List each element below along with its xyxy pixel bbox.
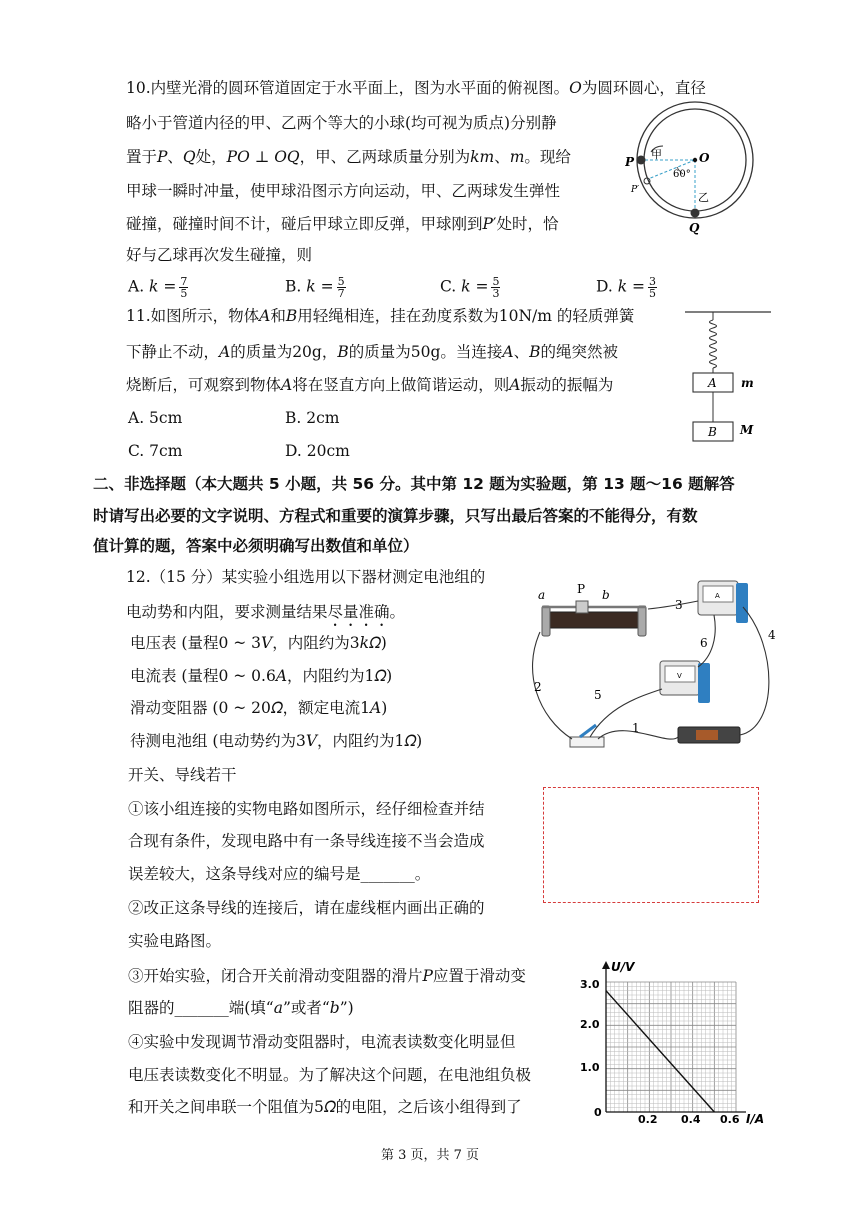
q12-intro-line-1: 12.（15 分）某实验小组选用以下器材测定电池组的 bbox=[126, 568, 486, 586]
switch bbox=[570, 725, 604, 747]
q11-line-3: 烧断后，可观察到物体𝐴将在竖直方向上做简谐运动，则𝐴振动的振幅为 bbox=[126, 376, 614, 394]
graph-y-label: U/V bbox=[611, 960, 635, 974]
q12-equipment-rheostat: 滑动变阻器 (0 ~ 20𝛺，额定电流1𝐴) bbox=[130, 699, 388, 717]
q10-option-a: A. 𝑘 = $\frac{7}{5}$ bbox=[128, 275, 188, 300]
circuit-label-b: b bbox=[602, 588, 610, 602]
q12-step-4-line-2: 电压表读数变化不明显。为了解决这个问题，在电池组负极 bbox=[128, 1066, 532, 1084]
q11-fig-label-a: A bbox=[708, 376, 717, 390]
q10-option-b: B. 𝑘 = $\frac{5}{7}$ bbox=[285, 275, 345, 300]
svg-text:A: A bbox=[715, 592, 720, 600]
page-footer: 第 3 页，共 7 页 bbox=[380, 1148, 480, 1163]
q12-equipment-misc: 开关、导线若干 bbox=[128, 766, 237, 784]
q11-fig-label-m: m bbox=[741, 376, 754, 390]
q12-step-2-line-2: 实验电路图。 bbox=[128, 932, 222, 950]
q10-fig-label-q: Q bbox=[689, 221, 700, 235]
q10-line-1: 10.内壁光滑的圆环管道固定于水平面上，图为水平面的俯视图。𝑂为圆环圆心，直径 bbox=[126, 79, 706, 97]
q12-intro-line-2: 电动势和内阻，要求测量结果尽量准确。 bbox=[126, 603, 406, 621]
graph-xtick-02: 0.2 bbox=[638, 1113, 658, 1126]
q12-step-1-line-3: 误差较大，这条导线对应的编号是_______。 bbox=[128, 865, 431, 883]
voltmeter bbox=[660, 661, 710, 703]
u-i-graph bbox=[570, 955, 770, 1130]
circuit-wire-6: 6 bbox=[700, 636, 708, 650]
q12-circuit-figure bbox=[528, 577, 788, 759]
q12-step-3-line-1: ③开始实验，闭合开关前滑动变阻器的滑片𝑃应置于滑动变 bbox=[128, 967, 526, 985]
q10-line-6: 好与乙球再次发生碰撞，则 bbox=[126, 246, 313, 264]
q11-line-1: 11.如图所示，物体𝐴和𝐵用轻绳相连，挂在劲度系数为10N/m 的轻质弹簧 bbox=[126, 307, 635, 325]
q11-option-b: B. 2cm bbox=[285, 409, 340, 427]
graph-ytick-3: 3.0 bbox=[580, 978, 600, 991]
section-2-header-line-2: 时请写出必要的文字说明、方程式和重要的演算步骤，只写出最后答案的不能得分，有数 bbox=[93, 507, 698, 525]
q11-option-c: C. 7cm bbox=[128, 442, 183, 460]
q12-equipment-battery: 待测电池组 (电动势约为3𝑉，内阻约为1𝛺) bbox=[130, 732, 423, 750]
q11-option-a: A. 5cm bbox=[128, 409, 183, 427]
circuit-wire-4: 4 bbox=[768, 628, 776, 642]
graph-xtick-04: 0.4 bbox=[681, 1113, 701, 1126]
q11-fig-label-bigm: M bbox=[740, 423, 754, 437]
q10-line-5: 碰撞，碰撞时间不计，碰后甲球立即反弹，甲球刚到𝑃′处时，恰 bbox=[126, 215, 559, 233]
graph-ytick-2: 2.0 bbox=[580, 1018, 600, 1031]
q10-line-2: 略小于管道内径的甲、乙两个等大的小球(均可视为质点)分别静 bbox=[126, 114, 557, 132]
q10-fig-label-yi: 乙 bbox=[698, 191, 709, 204]
rheostat-body bbox=[548, 612, 640, 628]
q12-emphasis-text: 尽量准确 bbox=[327, 603, 390, 621]
q10-option-d: D. 𝑘 = $\frac{3}{5}$ bbox=[596, 275, 657, 300]
section-2-header-line-3: 值计算的题，答案中必须明确写出数值和单位） bbox=[93, 537, 419, 555]
q11-line-2: 下静止不动，𝐴的质量为20g，𝐵的质量为50g。当连接𝐴、𝐵的绳突然被 bbox=[126, 343, 618, 361]
q10-ring-figure bbox=[625, 96, 765, 236]
q10-fig-label-pprime: P′ bbox=[631, 185, 640, 195]
q12-equipment-ammeter: 电流表 (量程0 ~ 0.6𝐴，内阻约为1𝛺) bbox=[130, 667, 393, 685]
q11-fig-label-b: B bbox=[708, 425, 717, 439]
graph-ytick-1: 1.0 bbox=[580, 1061, 600, 1074]
svg-text:V: V bbox=[677, 672, 682, 680]
q10-fig-label-o: O bbox=[699, 151, 710, 165]
q10-line-3: 置于𝑃、𝑄处，𝑃𝑂 ⊥ 𝑂𝑄，甲、乙两球质量分别为𝑘𝑚、𝑚。现给 bbox=[126, 148, 571, 166]
q11-option-d: D. 20cm bbox=[285, 442, 350, 460]
q12-step-2-line-1: ②改正这条导线的连接后，请在虚线框内画出正确的 bbox=[128, 899, 485, 917]
q11-spring-figure bbox=[683, 308, 773, 448]
circuit-drawing-answer-box[interactable] bbox=[543, 787, 759, 903]
q10-fig-label-p: P bbox=[625, 155, 635, 169]
ammeter bbox=[698, 581, 748, 623]
q12-step-1-line-2: 合现有条件，发现电路中有一条导线连接不当会造成 bbox=[128, 832, 485, 850]
q10-line-4: 甲球一瞬时冲量，使甲球沿图示方向运动，甲、乙两球发生弹性 bbox=[126, 182, 561, 200]
q10-fig-label-jia: 甲 bbox=[651, 148, 662, 161]
graph-origin-label: 0 bbox=[594, 1106, 602, 1119]
q12-step-3-line-2: 阻器的_______端(填“𝑎”或者“𝑏”) bbox=[128, 999, 354, 1017]
graph-axes bbox=[602, 961, 746, 1112]
q12-step-4-line-1: ④实验中发现调节滑动变阻器时，电流表读数变化明显但 bbox=[128, 1033, 516, 1051]
q10-fig-label-angle: 60° bbox=[673, 169, 691, 180]
graph-xtick-06: 0.6 bbox=[720, 1113, 740, 1126]
q12-equipment-voltmeter: 电压表 (量程0 ~ 3𝑉，内阻约为3𝑘𝛺) bbox=[130, 634, 387, 652]
graph-grid bbox=[606, 982, 736, 1112]
q12-step-1-line-1: ①该小组连接的实物电路如图所示，经仔细检查并结 bbox=[128, 800, 485, 818]
circuit-label-a: a bbox=[538, 588, 546, 602]
circuit-wire-2: 2 bbox=[534, 680, 542, 694]
q12-step-4-line-3: 和开关之间串联一个阻值为5𝛺的电阻，之后该小组得到了 bbox=[128, 1098, 522, 1116]
circuit-wire-3: 3 bbox=[675, 598, 683, 612]
circuit-wire-5: 5 bbox=[594, 688, 602, 702]
circuit-wire-1: 1 bbox=[632, 721, 640, 735]
section-2-header-line-1: 二、非选择题（本大题共 5 小题，共 56 分。其中第 12 题为实验题，第 13 题～16 题解答 bbox=[93, 475, 735, 493]
graph-x-label: I/A bbox=[746, 1112, 765, 1126]
q10-option-c: C. 𝑘 = $\frac{5}{3}$ bbox=[440, 275, 500, 300]
circuit-label-p: P bbox=[577, 582, 586, 596]
battery-pack bbox=[678, 727, 740, 743]
